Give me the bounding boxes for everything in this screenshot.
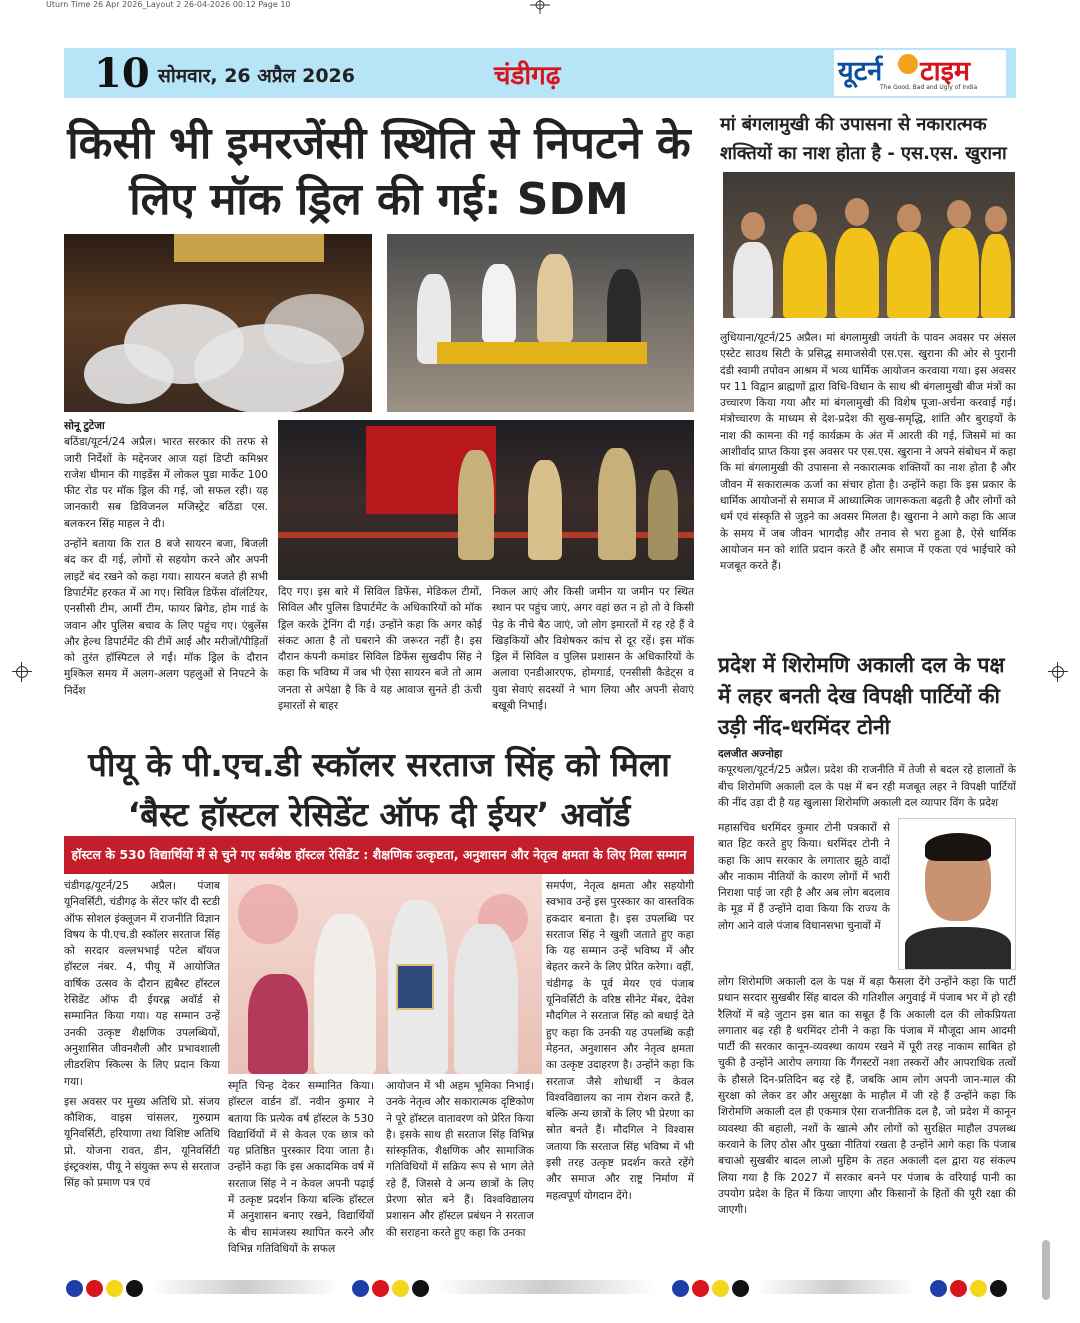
akali-headline: प्रदेश में शिरोमणि अकाली दल के पक्ष में लहर बनती देख विपक्षी पार्टियों की उड़ी नींद-धरमिंदर टोनी (718, 653, 1005, 739)
photo-smoke-drill (64, 234, 372, 412)
color-dot (66, 1280, 83, 1297)
mockdrill-headline: किसी भी इमरजेंसी स्थिति से निपटने के लिए मॉक ड्रिल की गई: SDM (67, 118, 691, 225)
award-col1b-text: इस अवसर पर मुख्य अतिथि प्रो. संजय कौशिक, वाइस चांसलर, गुरुग्राम यूनिवर्सिटी, हरियाणा तथा विशिष्ट अतिथि प्रो. योजना रावत, डीन, यूनिवर्सिटी इंस्ट्रक्शंस, पीयू ने संयुक्त रूप से सरताज सिंह को प्रमाण पत्र एवं (64, 1095, 220, 1190)
newspaper-logo (834, 50, 1006, 96)
viewer-scrollbar[interactable] (1042, 1240, 1050, 1300)
registration-mark-top (530, 0, 550, 14)
award-headline: पीयू के पी.एच.डी स्कॉलर सरताज सिंह को मिला ‘बैस्ट हॉस्टल रेसिडेंट ऑफ दी ईयर’ अवॉर्ड (88, 745, 670, 834)
color-dot (412, 1280, 429, 1297)
award-col2: स्मृति चिन्ह देकर सम्मानित किया। हॉस्टल वार्डन डॉ. नवीन कुमार ने बताया कि प्रत्येक वर्ष हॉस्टल के 530 विद्यार्थियों में से केवल एक छात्र को यह प्रतिष्ठित पुरस्कार दिया जाता है। उन्होंने कहा कि इस अकादमिक वर्ष में सरताज सिंह ने न केवल अपनी पढ़ाई में उत्कृष्ट प्रदर्शन किया बल्कि हॉस्टल में अनुशासन बनाए रखने, विद्यार्थियों के बीच सामंजस्य स्थापित करने और विभिन्न गतिविधियों के सफल (228, 1080, 374, 1255)
logo-tagline: The Good, Bad and Ugly of India (880, 84, 978, 91)
bagla-body: लुधियाना/यूटर्न/25 अप्रैल। मां बंगलामुखी जयंती के पावन अवसर पर अंसल एस्टेट साउथ सिटी के प्रसिद्ध समाजसेवी एस.एस. खुराना की ओर से पुरानी दंडी स्वामी तपोवन आश्रम में भव्य धार्मिक आयोजन करवाया गया। इस अवसर पर 11 विद्वान ब्राह्मणों द्वारा विधि-विधान के साथ श्री बंगलामुखी बीज मंत्रों का उच्चारण किया गया और मां बंगलामुखी की विशेष पूजा-अर्चना करवाई गई। मंत्रोच्चारण के माध्यम से देश-प्रदेश की सुख-समृद्धि, शांति और बुराइयों के नाश की कामना की गई कार्यक्रम के अंत में आरती की गई, जिसमें मां का आशीर्वाद प्राप्त किया इस अवसर पर एस.एस. खुराना ने अपने संबोधन में कहा कि मां बंगलामुखी की उपासना से नकारात्मक शक्तियों का नाश होता है और जीवन में सकारात्मक ऊर्जा का संचार होता है। उन्होंने कहा कि इस प्रकार के धार्मिक आयोजनों से समाज में आध्यात्मिक जागरूकता बढ़ती है और लोगों को धर्म एवं संस्कृति से जुड़ने का अवसर मिलता है। खुराना ने आगे कहा कि आज के समय में जब जीवन भागदौड़ और तनाव से भरा हुआ है, ऐसे धार्मिक आयोजन मन को शांति प्रदान करते हैं और समाज में एकता एवं भाईचारे को मजबूत करते हैं। (720, 332, 1016, 573)
registration-mark-left (12, 662, 32, 682)
color-dot (732, 1280, 749, 1297)
akali-body-top: कपूरथला/यूटर्न/25 अप्रैल। प्रदेश की राजनीति में तेजी से बदल रहे हालातों के बीच शिरोमणि अकाली दल के पक्ष में बन रही मजबूत लहर ने विपक्षी पार्टियों की नींद उड़ा दी है यह खुलासा शिरोमणि अकाली दल व्यापार विंग के प्रदेश (718, 764, 1016, 809)
logo-mark-icon (898, 54, 918, 74)
photo-dharminder-tony (898, 818, 1016, 970)
akali-body-wrap: महासचिव धरमिंदर कुमार टोनी पत्रकारों से बात हिट करते हुए किया। धरमिंदर टोनी ने कहा कि आप सरकार के लगातार झूठे वादों और नाकाम नीतियों के कारण लोगों में भारी निराशा पाई जा रही है और अब लोग बदलाव के मूड में हैं उन्होंने दावा किया कि राज्य के लोग आने वाले पंजाब विधानसभा चुनावों में (718, 822, 890, 932)
color-dot (126, 1280, 143, 1297)
gray-gradient-3 (756, 1280, 916, 1294)
mockdrill-reporter: सोनू टुटेजा (64, 420, 105, 432)
color-bar-3 (672, 1278, 749, 1298)
masthead (64, 48, 1016, 98)
mockdrill-col1 (64, 418, 268, 748)
color-bar-2 (352, 1278, 429, 1298)
award-col1 (64, 878, 220, 1266)
photo-award-ceremony (228, 874, 542, 1074)
bagla-headline: मां बंगलामुखी की उपासना से नकारात्मक शक्तियों का नाश होता है - एस.एस. खुराना (720, 114, 1007, 164)
akali-reporter: दलजीत अज्नोहा (718, 748, 783, 760)
mockdrill-col3: निकल आएं और किसी जमीन या जमीन पर स्थित स्थान पर पहुंच जाएं, अगर वहां छत न हो तो वे किसी पेड़ के नीचे बैठ जाएं, जो लोग इमारतों में रह रहे हैं वे खिड़कियों और विशेषकर कांच से दूर रहें। इस मॉक ड्रिल में सिविल व पुलिस प्रशासन के अधिकारियों के अलावा एनडीआरएफ, होमगार्ड, एनसीसी कैडेट्स व युवा सेवाएं सदस्यों ने भाग लिया और अपनी सेवाएं बखूबी निभाईं। (492, 586, 694, 713)
page-number: 10 (94, 50, 150, 97)
color-dot (970, 1280, 987, 1297)
color-dot (372, 1280, 389, 1297)
mockdrill-intro: बठिंडा/यूटर्न/24 अप्रैल। भारत सरकार की तरफ से जारी निर्देशों के मद्देनजर आज यहां डिप्टी कमिश्नर राजेश धीमान की गाइडेंस में लोकल पुडा मार्केट 100 फीट रोड पर मॉक ड्रिल की गई, जो सफल रही। यह जानकारी सब डिविजनल मजिस्ट्रेट बठिंडा एस. बलकरन सिंह माहल ने दी। (64, 436, 268, 530)
photo-stretcher-drill (387, 234, 694, 412)
print-slug: Uturn Time 26 Apr 2026_Layout 2 26-04-2026 00:12 Page 10 (46, 0, 291, 9)
color-dot (352, 1280, 369, 1297)
akali-body-bottom: लोग शिरोमणि अकाली दल के पक्ष में बड़ा फैसला देंगे उन्होंने कहा कि पार्टी प्रधान सरदार सुखबीर सिंह बादल की गतिशील अगुवाई में पंजाब भर में हो रही रैलियों में बड़े जुटान इस बात का सबूत हैं कि अकाली दल की लोकप्रियता लगातार बढ़ रही है धरमिंदर टोनी ने कहा कि पंजाब में मौजूदा आम आदमी पार्टी की सरकार कानून-व्यवस्था कायम रखने में पूरी तरह नाकाम साबित हो चुकी है उन्होंने आरोप लगाया कि गैंगस्टरों नशा तस्करों और आपराधिक तत्वों के हौसले दिन-प्रतिदिन बढ़ रहे हैं, जबकि आम लोग अपनी जान-माल की सुरक्षा को लेकर डर और असुरक्षा के माहौल में जी रहे हैं उन्होंने कहा कि शिरोमणि अकाली दल ही एकमात्र ऐसा राजनीतिक दल है, जो प्रदेश में कानून व्यवस्था की बहाली, नशों के खात्मे और लोगों को सुरक्षित माहौल उपलब्ध करवाने के लिए ठोस और पुख्ता नीतियां रखता है उन्होंने आगे कहा कि पंजाब बचाओ सुखबीर बादल लाओ मुहिम के तहत अकाली दल द्वारा यह संकल्प लिया गया है कि 2027 में सरकार बनने पर पंजाब के वरियाई पानी का उपयोग प्रदेश के हित में किया जाएगा और किसानों के हितों की पूरी रक्षा की जाएगी। (718, 976, 1016, 1217)
color-dot (712, 1280, 729, 1297)
color-dot (950, 1280, 967, 1297)
registration-mark-right (1048, 662, 1068, 682)
award-banner: हॉस्टल के 530 विद्यार्थियों में से चुने गए सर्वश्रेष्ठ हॉस्टल रेसिडेंट : शैक्षणिक उत्कृष्टता, अनुशासन और नेतृत्व क्षमता के लिए मिला सम्मान (64, 836, 694, 874)
logo-text-right: टाइम (920, 56, 971, 87)
issue-date: सोमवार, 26 अप्रैल 2026 (158, 65, 355, 87)
gray-gradient-1 (150, 1280, 340, 1294)
logo-text-left: यूटर्न (838, 56, 883, 87)
color-dot (106, 1280, 123, 1297)
photo-fire-drill (278, 420, 694, 580)
color-dot (990, 1280, 1007, 1297)
color-dot (86, 1280, 103, 1297)
color-dot (672, 1280, 689, 1297)
color-dot (692, 1280, 709, 1297)
city-section-title: चंडीगढ़ (494, 61, 561, 91)
mockdrill-col1-body: उन्होंने बताया कि रात 8 बजे सायरन बजा, बिजली बंद कर दी गई, लोगों से सहयोग करने और अपनी लाइटें बंद रखने को कहा गया। सायरन बजते ही सभी डिपार्टमेंट हरकत में आ गए। सिविल डिफेंस वॉलंटियर, एनसीसी टीम, आर्मी टीम, फायर ब्रिगेड, होम गार्ड के जवान और पुलिस बचाव के लिए पहुंच गए। एंबुलेंस और हेल्थ डिपार्टमेंट की टीमें आईं और मरीजों/पीड़ितों को तुरंत हॉस्पिटल ले गईं। मॉक ड्रिल के दौरान मुश्किल समय में अलग-अलग पहलुओं से निपटने के निर्देश (64, 538, 268, 697)
gray-gradient-2 (436, 1280, 656, 1294)
color-bar-1 (66, 1278, 143, 1298)
award-col4: समर्पण, नेतृत्व क्षमता और सहयोगी स्वभाव उन्हें इस पुरस्कार का वास्तविक हकदार बनाता है। इस उपलब्धि पर सरताज सिंह ने खुशी जताते हुए कहा कि यह सम्मान उन्हें भविष्य में और बेहतर करने के लिए प्रेरित करेगा। वहीं, चंडीगढ़ के पूर्व मेयर एवं पंजाब यूनिवर्सिटी के वरिष्ठ सीनेट मेंबर, देवेश मौदगिल ने सरताज सिंह को बधाई देते हुए कहा कि उनकी यह उपलब्धि कड़ी मेहनत, अनुशासन और नेतृत्व क्षमता का उत्कृष्ट उदाहरण है। उन्होंने कहा कि सरताज जैसे शोधार्थी न केवल विश्वविद्यालय का नाम रोशन करते हैं, बल्कि अन्य छात्रों के लिए भी प्रेरणा का स्रोत बनते हैं। मौदगिल ने विश्वास जताया कि सरताज सिंह भविष्य में भी इसी तरह उत्कृष्ट प्रदर्शन करते रहेंगे और समाज और राष्ट्र निर्माण में महत्वपूर्ण योगदान देंगे। (546, 880, 694, 1202)
photo-bagla-group (723, 172, 1015, 318)
color-dot (930, 1280, 947, 1297)
award-col1-text: चंडीगढ़/यूटर्न/25 अप्रैल। पंजाब यूनिवर्सिटी, चंडीगढ़ के सेंटर फॉर दी स्टडी ऑफ सोशल इंक्लूजन में राजनीति विज्ञान विषय के पी.एच.डी स्कॉलर सरताज सिंह को सरदार वल्लभभाई पटेल बॉयज हॉस्टल नंबर. 4, पीयू में आयोजित वार्षिक उत्सव के दौरान ह्यबैस्ट हॉस्टल रेसिडेंट ऑफ दी ईयरह्ण अवॉर्ड से सम्मानित किया गया। यह सम्मान उन्हें उनकी उत्कृष्ट शैक्षणिक उपलब्धियों, अनुशासित जीवनशैली और प्रभावशाली लीडरशिप स्किल्स के लिए प्रदान किया गया। (64, 880, 220, 1088)
akali-top (718, 746, 1016, 816)
color-dot (392, 1280, 409, 1297)
mockdrill-col2: दिए गए। इस बारे में सिविल डिफेंस, मेडिकल टीमों, सिविल और पुलिस डिपार्टमेंट के अधिकारियों को मॉक ड्रिल करके ट्रेनिंग दी गई। उन्होंने कहा कि अगर कोई संकट आता है तो घबराने की जरूरत नहीं है। इस दौरान कंपनी कमांडर सिविल डिफेंस सुखदीप सिंह ने कहा कि भविष्य में जब भी ऐसा सायरन बजे तो आम जनता से अपेक्षा है कि वे यह आवाज सुनते ही ऊंची इमारतों से बाहर (278, 586, 482, 713)
color-bar-4 (930, 1278, 1007, 1298)
award-col3: आयोजन में भी अहम भूमिका निभाई। उनके नेतृत्व और सकारात्मक दृष्टिकोण ने पूरे हॉस्टल वातावरण को प्रेरित किया है। इसके साथ ही सरताज सिंह विभिन्न सांस्कृतिक, शैक्षणिक और सामाजिक गतिविधियों में सक्रिय रूप से भाग लेते रहे हैं, जिससे वे अन्य छात्रों के लिए प्रेरणा स्रोत बने हैं। विश्वविद्यालय प्रशासन और हॉस्टल प्रबंधन ने सरताज की सराहना करते हुए कहा कि उनका (386, 1080, 534, 1239)
